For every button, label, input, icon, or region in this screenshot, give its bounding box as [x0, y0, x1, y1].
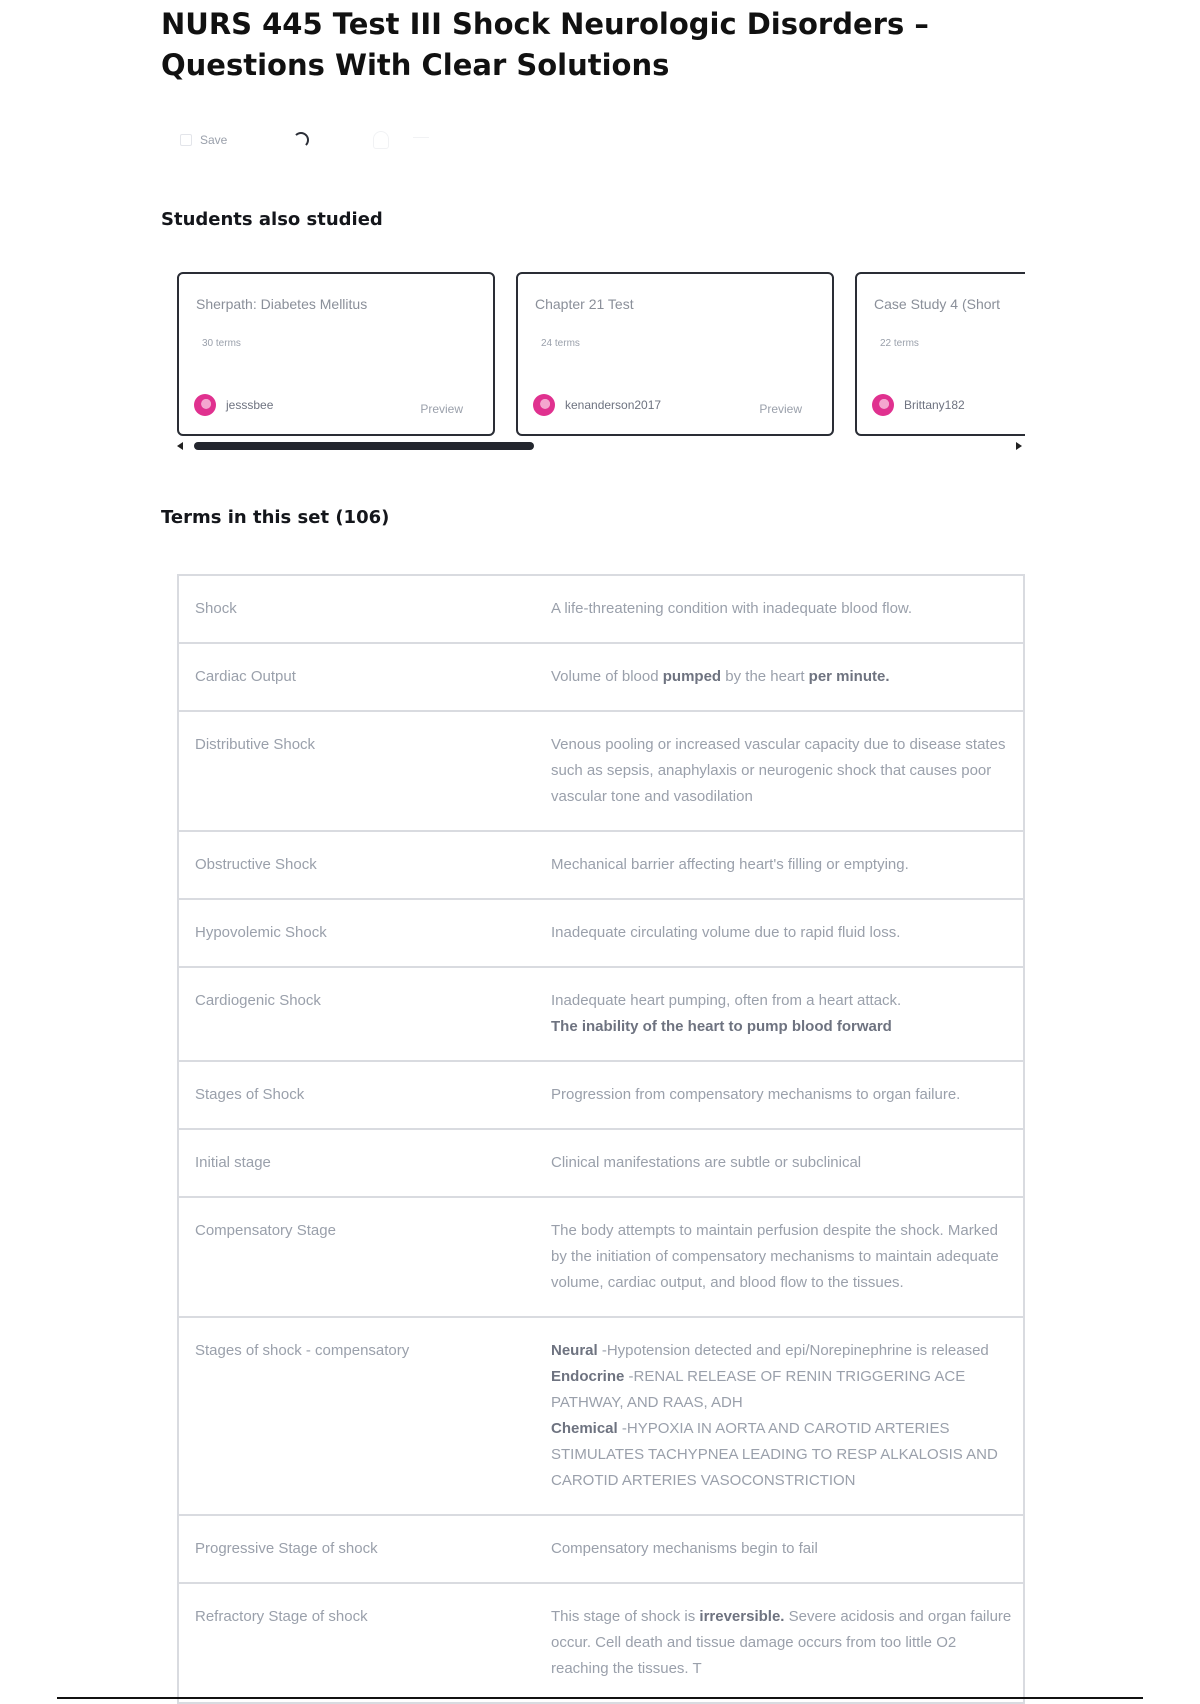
- card-term-count: 24 terms: [541, 338, 580, 349]
- definition-text: Inadequate heart pumping, often from a heart attack.: [551, 992, 902, 1009]
- terms-in-set-heading: Terms in this set (106): [161, 507, 390, 528]
- definition-bold-text: Neural: [551, 1342, 598, 1359]
- table-row: [179, 1198, 1023, 1318]
- card-username: jesssbee: [226, 398, 274, 412]
- definition-cell: [551, 1338, 1015, 1494]
- scroll-left-arrow-icon[interactable]: [177, 442, 183, 450]
- table-row: [179, 1318, 1023, 1516]
- definition-cell: [551, 1218, 1015, 1296]
- definition-text: Inadequate circulating volume due to rapid fluid loss.: [551, 924, 901, 941]
- table-row: [179, 968, 1023, 1062]
- loading-spinner-icon: [293, 132, 309, 148]
- term-cell: Cardiac Output: [195, 668, 296, 685]
- study-set-card[interactable]: [177, 272, 495, 436]
- term-cell: Progressive Stage of shock: [195, 1540, 378, 1557]
- definition-text: -HYPOXIA IN AORTA AND CAROTID ARTERIES STIMULATES TACHYPNEA LEADING TO RESP ALKALOSIS AND CAROTID ARTERIES VASOCONSTRICTION: [551, 1420, 998, 1489]
- definition-cell: [551, 920, 1015, 946]
- students-also-studied-heading: Students also studied: [161, 209, 383, 230]
- definition-bold-text: Chemical: [551, 1420, 618, 1437]
- table-row: [179, 576, 1023, 644]
- avatar: [533, 394, 555, 416]
- table-row: [179, 832, 1023, 900]
- scroll-right-arrow-icon[interactable]: [1016, 442, 1022, 450]
- avatar: [872, 394, 894, 416]
- term-cell: Initial stage: [195, 1154, 271, 1171]
- study-set-carousel: [177, 270, 1025, 456]
- table-row: [179, 900, 1023, 968]
- term-cell: Cardiogenic Shock: [195, 992, 321, 1009]
- definition-cell: [551, 1604, 1015, 1682]
- definition-bold-text: pumped: [662, 668, 722, 685]
- definition-cell: [551, 852, 1015, 878]
- term-cell: Shock: [195, 600, 237, 617]
- definition-cell: [551, 1082, 1015, 1108]
- definition-text: Progression from compensatory mechanisms to organ failure.: [551, 1086, 961, 1103]
- page-divider: [57, 1697, 1143, 1699]
- preview-button[interactable]: Preview: [759, 402, 802, 416]
- definition-cell: [551, 1536, 1015, 1562]
- definition-text: Venous pooling or increased vascular capacity due to disease states such as sepsis, anaphylaxis or neurogenic shock that causes poor vascular tone and vasodilation: [551, 736, 1006, 805]
- card-username: Brittany182: [904, 398, 965, 412]
- definition-text: Volume of blood: [551, 668, 663, 685]
- definition-bold-text: per minute.: [808, 668, 890, 685]
- card-title: Sherpath: Diabetes Mellitus: [196, 296, 368, 312]
- table-row: [179, 712, 1023, 832]
- definition-text: by the heart: [721, 668, 809, 685]
- definition-text: Compensatory mechanisms begin to fail: [551, 1540, 818, 1557]
- definition-cell: [551, 732, 1015, 810]
- definition-text: Mechanical barrier affecting heart's filling or emptying.: [551, 856, 909, 873]
- definition-cell: [551, 596, 1015, 622]
- preview-button[interactable]: Preview: [420, 402, 463, 416]
- definition-text: This stage of shock is: [551, 1608, 700, 1625]
- card-title: Case Study 4 (Short: [874, 296, 1001, 312]
- save-button[interactable]: [180, 133, 227, 147]
- more-icon[interactable]: [413, 137, 429, 144]
- definition-text: Severe acidosis and organ failure occur. Cell death and tissue damage occurs from too little O2 reaching the tissues. T: [551, 1608, 1012, 1677]
- definition-cell: [551, 988, 1015, 1040]
- definition-text: Clinical manifestations are subtle or subclinical: [551, 1154, 862, 1171]
- bookmark-icon: [180, 134, 192, 146]
- definition-text: -Hypotension detected and epi/Norepinephrine is released: [597, 1342, 989, 1359]
- term-cell: Refractory Stage of shock: [195, 1608, 368, 1625]
- carousel-scrollbar[interactable]: [194, 442, 534, 450]
- table-row: [179, 1062, 1023, 1130]
- study-set-card[interactable]: [516, 272, 834, 436]
- table-row: [179, 1584, 1023, 1704]
- table-row: [179, 1516, 1023, 1584]
- definition-text: The body attempts to maintain perfusion despite the shock. Marked by the initiation of compensatory mechanisms to maintain adequate volume, cardiac output, and blood flow to the tissues.: [551, 1222, 999, 1291]
- term-cell: Stages of shock - compensatory: [195, 1342, 410, 1359]
- table-row: [179, 644, 1023, 712]
- definition-bold-text: The inability of the heart to pump blood forward: [551, 1018, 892, 1035]
- card-username: kenanderson2017: [565, 398, 662, 412]
- card-title: Chapter 21 Test: [535, 296, 634, 312]
- definition-text: A life-threatening condition with inadequate blood flow.: [551, 600, 913, 617]
- page-title: NURS 445 Test III Shock Neurologic Disorders – Questions With Clear Solutions: [161, 7, 929, 82]
- terms-table: [177, 574, 1025, 1704]
- like-icon[interactable]: [373, 131, 389, 149]
- card-term-count: 30 terms: [202, 338, 241, 349]
- save-label: Save: [200, 133, 228, 147]
- study-set-card[interactable]: [855, 272, 1025, 436]
- table-row: [179, 1130, 1023, 1198]
- term-cell: Distributive Shock: [195, 736, 316, 753]
- toolbar: [180, 124, 429, 156]
- definition-bold-text: irreversible.: [699, 1608, 785, 1625]
- definition-cell: [551, 664, 1015, 690]
- definition-bold-text: Endocrine: [551, 1368, 625, 1385]
- avatar: [194, 394, 216, 416]
- term-cell: Compensatory Stage: [195, 1222, 336, 1239]
- term-cell: Obstructive Shock: [195, 856, 317, 873]
- term-cell: Stages of Shock: [195, 1086, 305, 1103]
- definition-text: -RENAL RELEASE OF RENIN TRIGGERING ACE PATHWAY, AND RAAS, ADH: [551, 1368, 966, 1411]
- definition-cell: [551, 1150, 1015, 1176]
- term-cell: Hypovolemic Shock: [195, 924, 327, 941]
- card-term-count: 22 terms: [880, 338, 919, 349]
